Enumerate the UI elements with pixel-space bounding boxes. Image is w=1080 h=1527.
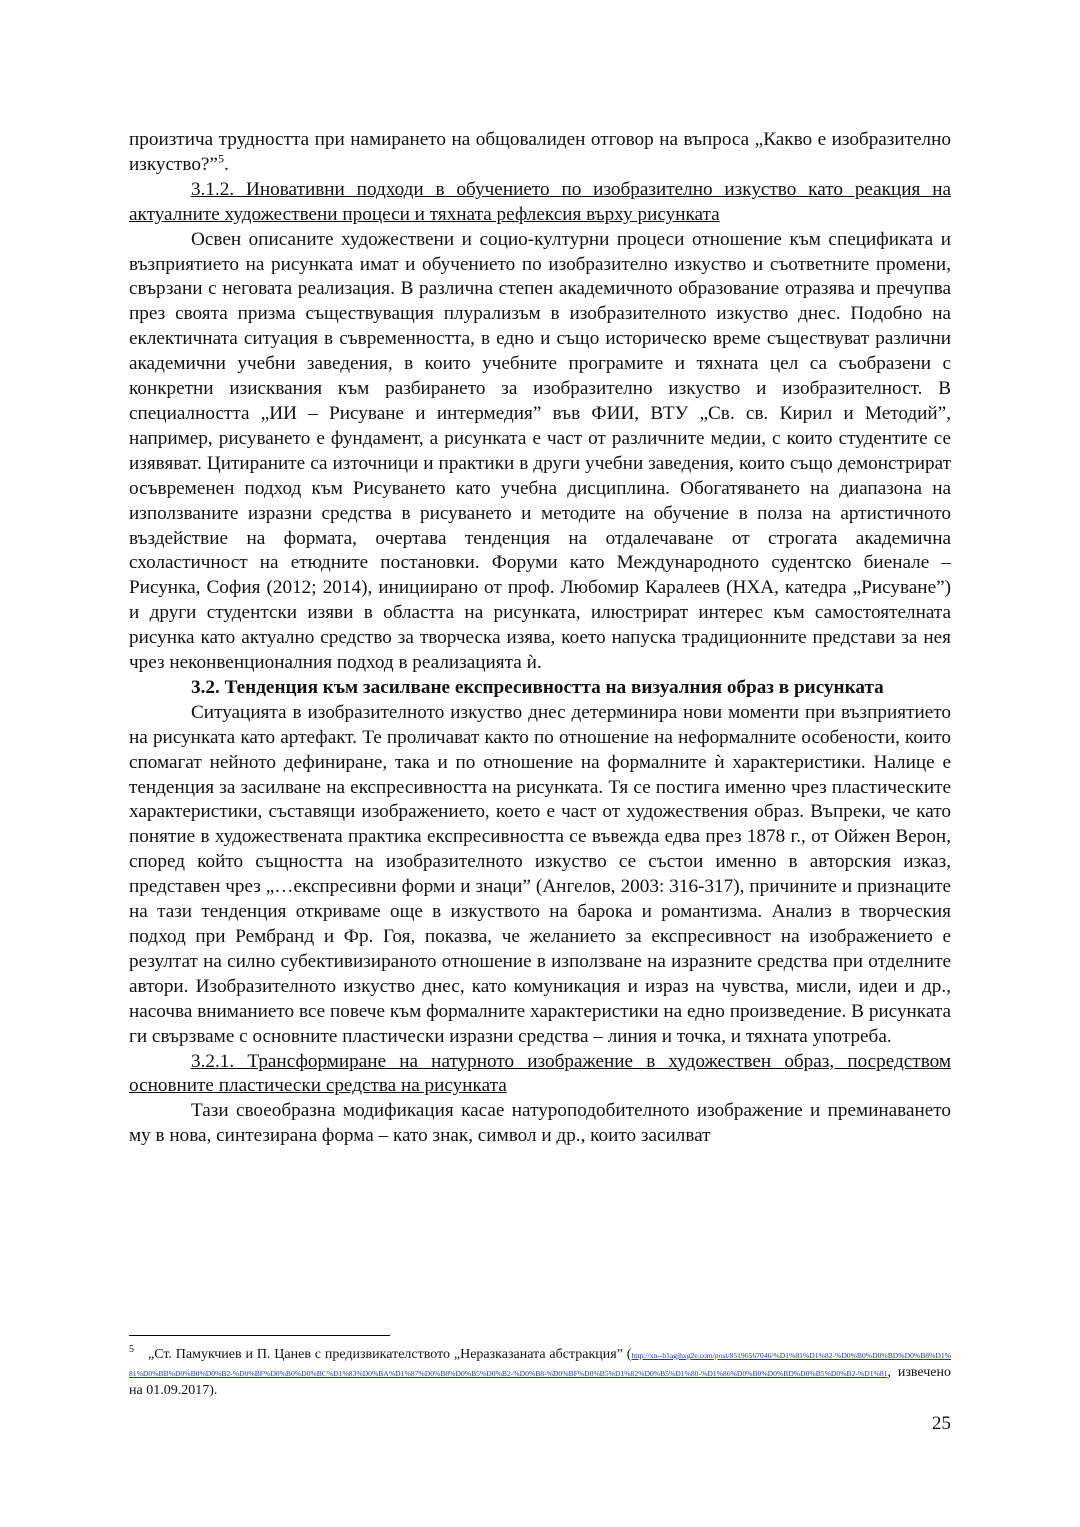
- paragraph-transformation: Тази своеобразна модификация касае натуроподобителното изображение и преминаването му в нова, синтезирана форма – като знак, символ и др., които засилват: [129, 1100, 951, 1147]
- page-number: 25: [931, 1413, 951, 1434]
- footnote-number: 5: [129, 1344, 134, 1356]
- paragraph-text: произтича трудността при намирането на общовалиден отговор на въпроса „Какво е изобразително изкуство?”: [129, 129, 951, 175]
- footnote-tail: , извечено на 01.09.2017).: [129, 1365, 951, 1398]
- paragraph-continued: [129, 128, 951, 178]
- section-heading-3-2-1: 3.2.1. Трансформиране на натурното изображение в художествен образ, посредством основните пластически средства на рисунката: [129, 1050, 951, 1097]
- section-heading-3-2: 3.2. Тенденция към засилване експресивността на визуалния образ в рисунката: [191, 676, 884, 698]
- footnote: [129, 1346, 951, 1400]
- paragraph-education: Освен описаните художествени и социо-културни процеси отношение към спецификата и възприятието на рисунката имат и обучението по изобразително изкуство и съответните промени, свързани с неговата реализация. В различна степен академичното образование отразява и пречупва през своята призма съществуващия плурализъм в изобразителното изкуство днес. Подобно на еклектичната ситуация в съвременността, в едно и също историческо време съществуват различни академични учебни заведения, в които учебните програмите и тяхната цел са съобразени с конкретни изисквания към разбирането за изобразително изкуство и изобразителност. В специалността „ИИ – Рисуване и интермедия” във ФИИ, ВТУ „Св. св. Кирил и Методий”, например, рисуването е фундамент, а рисунката е част от различните медии, с които студентите се изявяват. Цитираните са източници и практики в други учебни заведения, които също демонстрират осъвременен подход към Рисуването като учебна дисциплина. Обогатяването на диапазона на използваните изразни средства в рисуването и методите на обучение в полза на артистичното въздействие на формата, очертава тенденция на отдалечаване от строгата академична схоластичност на етюдните постановки. Форуми като Международното судентско биенале – Рисунка, София (2012; 2014), инициирано от проф. Любомир Каралеев (НХА, катедра „Рисуване”) и други студентски изяви в областта на рисунката, илюстрират интерес към самостоятелната рисунка като актуално средство за творческа изява, което напуска традиционните представи за нея чрез неконвенционалния подход в реализацията ѝ.: [129, 228, 951, 674]
- paragraph-expressiveness: Ситуацията в изобразителното изкуство днес детерминира нови моменти при възприятието на рисунката като артефакт. Те проличават както по отношение на неформалните особености, които спомагат нейното дефиниране, така и по отношение на формалните ѝ характеристики. Налице е тенденция за засилване на експресивността на рисунката. Тя се постига именно чрез пластическите характеристики, съставящи изображението, което е част от художествения образ. Въпреки, че като понятие в художествената практика експресивността се въвежда едва през 1878 г., от Ойжен Верон, според който същността на изобразителното изкуство се състои именно в авторския изказ, представен чрез „…експресивни форми и знаци” (Ангелов, 2003: 316-317), причините и признаците на тази тенденция откриваме още в изкуството на барока и романтизма. Анализ в творческия подход при Рембранд и Фр. Гоя, показва, че желанието за експресивност на изображението е резултат на силно субективизираното отношение в използване на изразните средства при отделните автори. Изобразителното изкуство днес, като комуникация и израз на чувства, мисли, идеи и др., насочва вниманието все повече към формалните характеристики на едно произведение. В рисунката ги свързваме с основните пластически изразни средства – линия и точка, и тяхната употреба.: [129, 701, 951, 1047]
- page-body: [129, 128, 951, 1149]
- footnote-reference[interactable]: 5: [217, 151, 224, 166]
- paragraph-end: .: [223, 153, 229, 175]
- footnote-separator: [129, 1335, 390, 1336]
- footnote-text: „Ст. Памукчиев и П. Цанев с предизвикателството „Неразказаната абстракция” (: [148, 1347, 632, 1362]
- footnote-link[interactable]: http://xn--b1agjhxg2e.com/post/85196567046/%D1%81%D1%82-%D0%B0%D0%BD%D0%B8%D1%81%D0%BB%D0%B0%D0%B2-%D0%BF%D0%B0%D0%BC%D1%83%D0%BA%D1%87%D0%B8%D0%B5%D0%B2-%D0%B8-%D0%BF%D0%B5%D1%82%D0%B5%D1%80-%D1%86%D0%B0%D0%BD%D0%B5%D0%B2-%D1%81: [129, 1351, 951, 1378]
- section-heading-3-1-2: 3.1.2. Иновативни подходи в обучението по изобразително изкуство като реакция на актуалните художествени процеси и тяхната рефлексия върху рисунката: [129, 178, 951, 225]
